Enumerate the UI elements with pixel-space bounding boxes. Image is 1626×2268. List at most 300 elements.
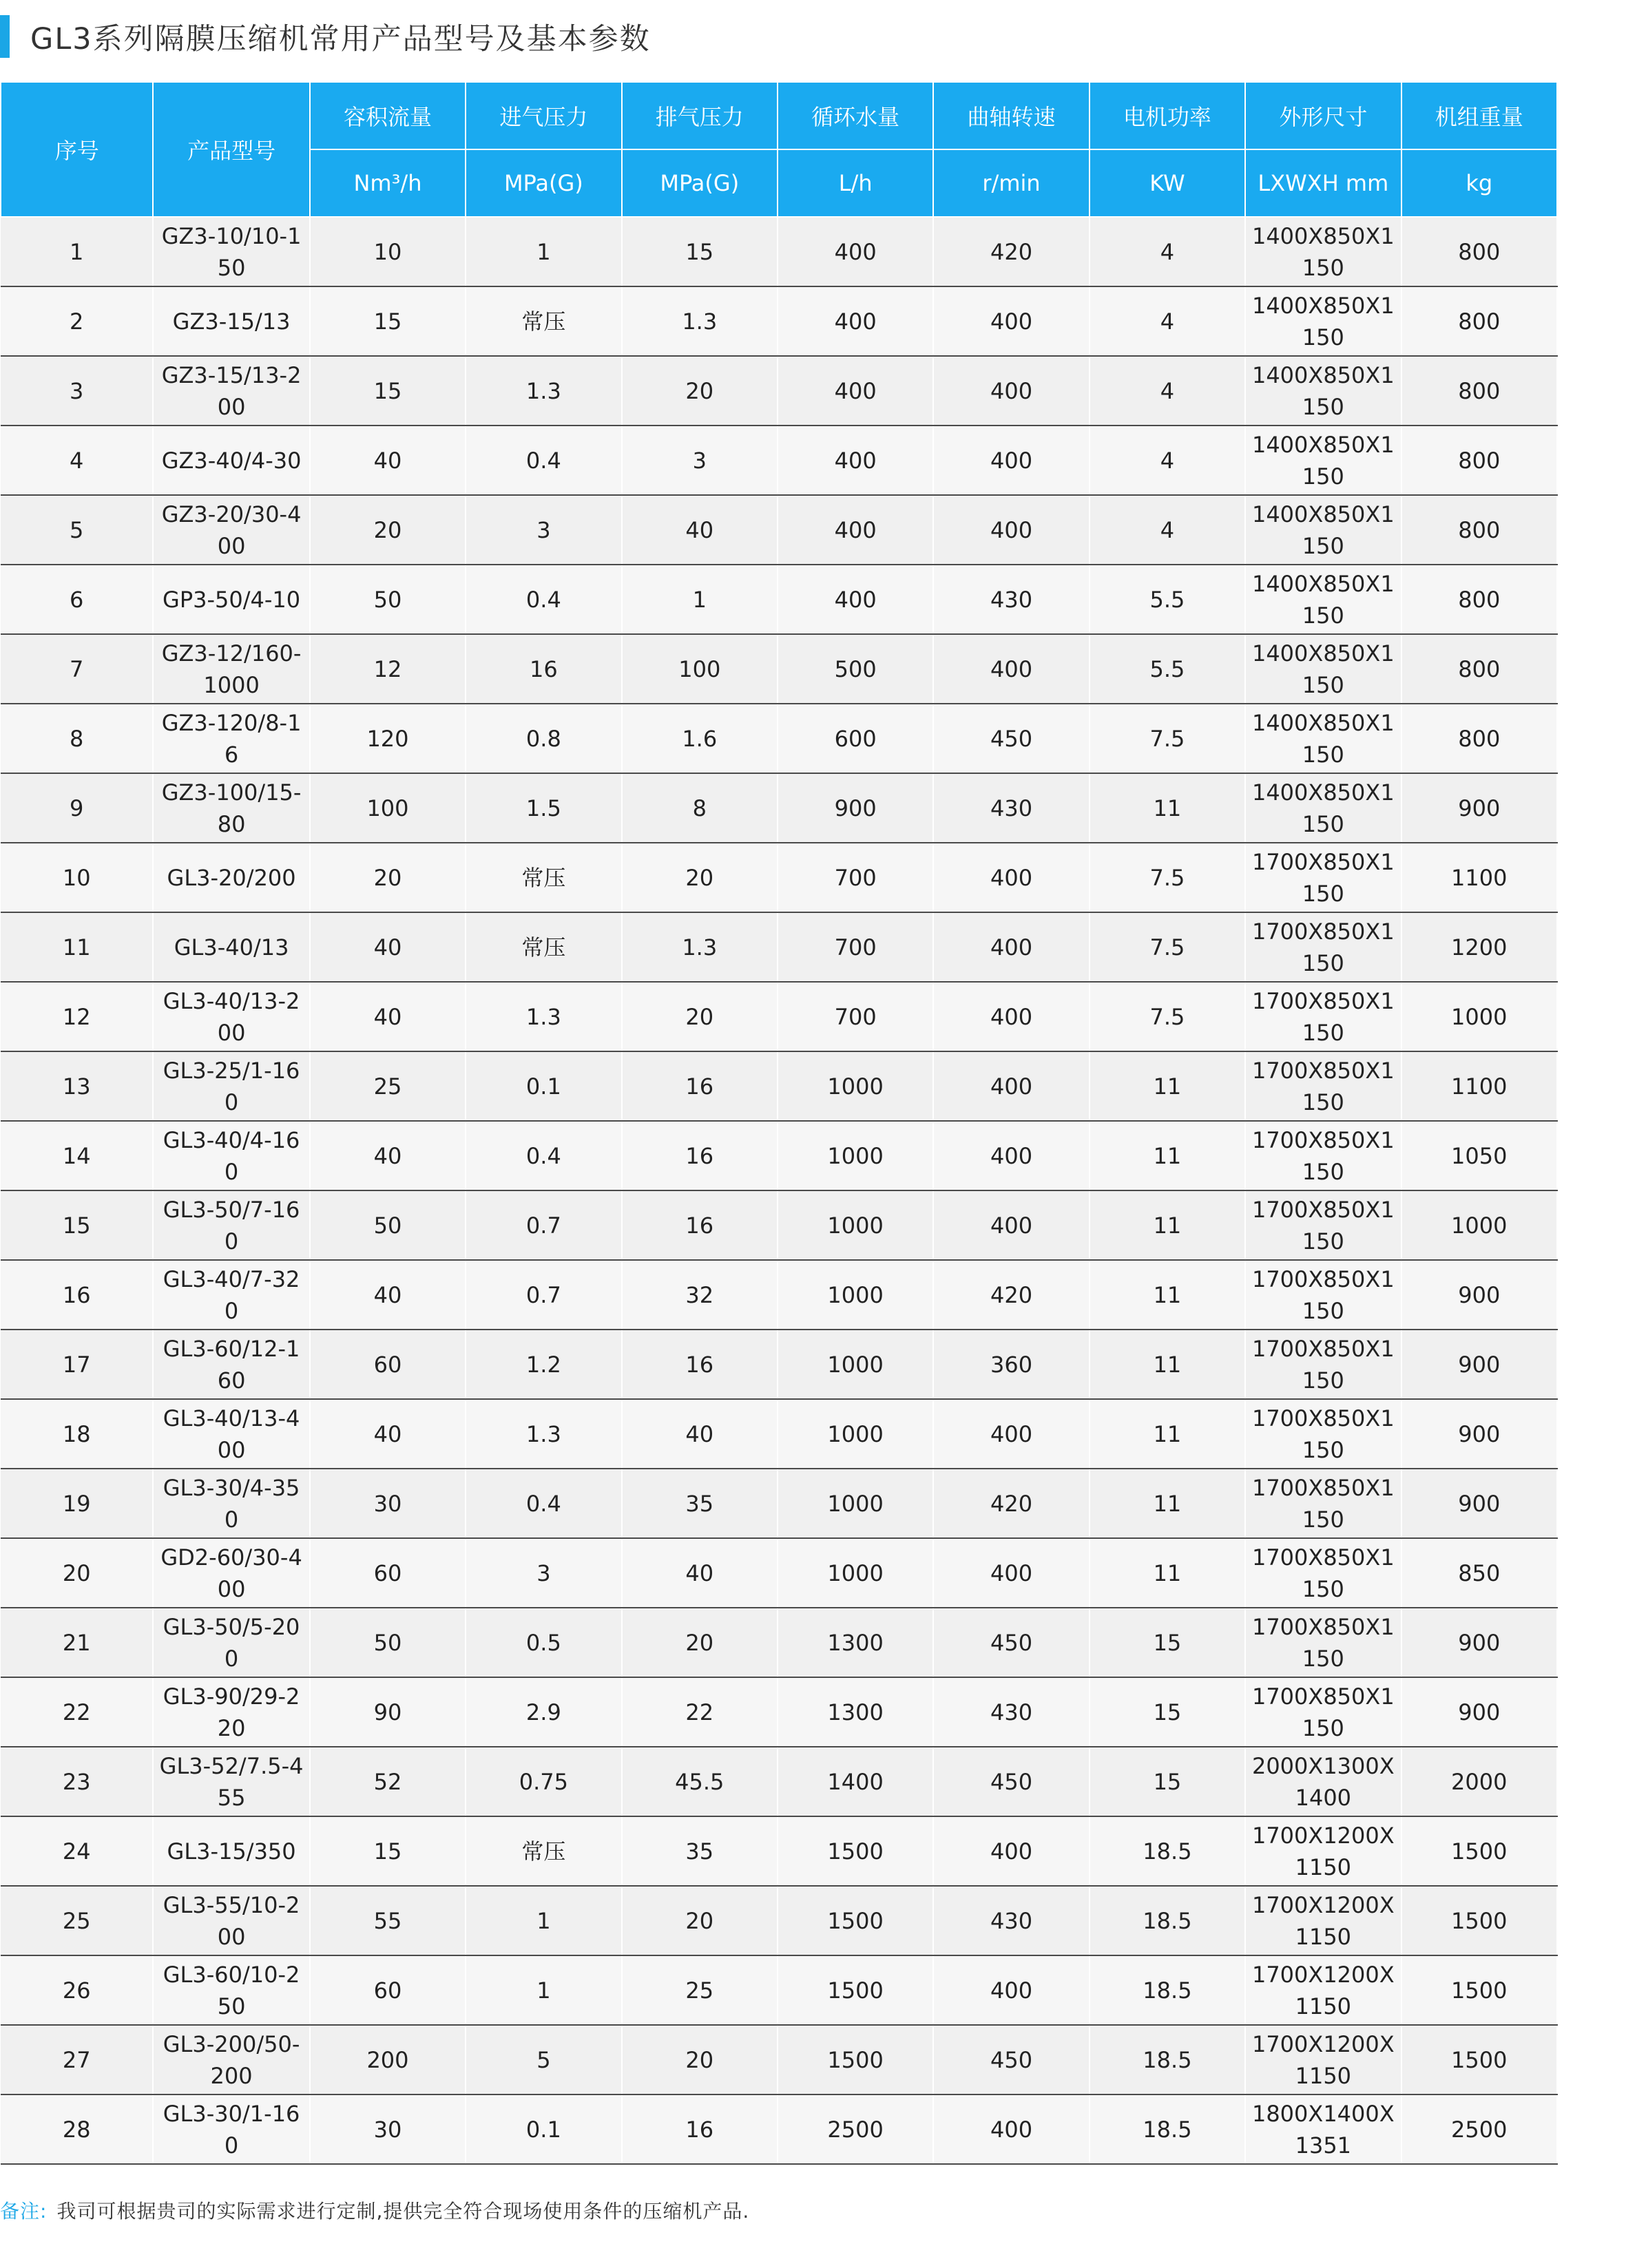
- cell-weight: 2500: [1401, 2094, 1557, 2164]
- cell-crank-speed: 400: [933, 843, 1089, 912]
- cell-flow: 30: [310, 2094, 466, 2164]
- cell-seq: 1: [1, 217, 153, 286]
- table-row: [1, 565, 1557, 634]
- cell-motor-power: 11: [1090, 1330, 1245, 1399]
- cell-water-flow: 1000: [778, 1190, 933, 1260]
- cell-model: GL3-30/4-350: [153, 1469, 309, 1538]
- cell-flow: 40: [310, 426, 466, 495]
- table-row: [1, 2094, 1557, 2164]
- cell-model: GL3-40/13: [153, 912, 309, 982]
- cell-weight: 800: [1401, 356, 1557, 426]
- cell-flow: 200: [310, 2025, 466, 2094]
- cell-flow: 52: [310, 1747, 466, 1816]
- cell-flow: 120: [310, 704, 466, 773]
- cell-outlet-pressure: 40: [622, 495, 778, 565]
- header-col-name: 循环水量: [778, 82, 933, 149]
- footnote-text: 我司可根据贵司的实际需求进行定制,提供完全符合现场使用条件的压缩机产品.: [56, 2200, 750, 2223]
- cell-model: GL3-25/1-160: [153, 1051, 309, 1121]
- cell-crank-speed: 430: [933, 565, 1089, 634]
- cell-inlet-pressure: 1.3: [466, 1399, 621, 1469]
- cell-motor-power: 4: [1090, 495, 1245, 565]
- header-col-unit: L/h: [778, 149, 933, 217]
- cell-seq: 28: [1, 2094, 153, 2164]
- cell-motor-power: 7.5: [1090, 912, 1245, 982]
- cell-inlet-pressure: 3: [466, 1538, 621, 1608]
- cell-flow: 15: [310, 1816, 466, 1886]
- cell-dimensions: 2000X1300X1400: [1245, 1747, 1401, 1816]
- cell-inlet-pressure: 0.4: [466, 565, 621, 634]
- cell-model: GZ3-20/30-400: [153, 495, 309, 565]
- cell-seq: 24: [1, 1816, 153, 1886]
- cell-crank-speed: 430: [933, 773, 1089, 843]
- cell-outlet-pressure: 3: [622, 426, 778, 495]
- table-row: [1, 1538, 1557, 1608]
- cell-water-flow: 900: [778, 773, 933, 843]
- cell-seq: 7: [1, 634, 153, 704]
- cell-model: GZ3-10/10-150: [153, 217, 309, 286]
- table-row: [1, 1747, 1557, 1816]
- cell-motor-power: 4: [1090, 426, 1245, 495]
- cell-seq: 18: [1, 1399, 153, 1469]
- cell-crank-speed: 450: [933, 1608, 1089, 1677]
- cell-flow: 40: [310, 1399, 466, 1469]
- footnote: [0, 2196, 749, 2224]
- cell-motor-power: 18.5: [1090, 1955, 1245, 2025]
- cell-outlet-pressure: 35: [622, 1469, 778, 1538]
- cell-water-flow: 1500: [778, 1816, 933, 1886]
- cell-flow: 40: [310, 982, 466, 1051]
- cell-dimensions: 1700X1200X1150: [1245, 1886, 1401, 1955]
- cell-dimensions: 1700X850X1150: [1245, 1399, 1401, 1469]
- header-col-unit: LXWXH mm: [1245, 149, 1401, 217]
- table-row: [1, 1469, 1557, 1538]
- cell-flow: 90: [310, 1677, 466, 1747]
- cell-seq: 6: [1, 565, 153, 634]
- cell-seq: 10: [1, 843, 153, 912]
- table-row: [1, 356, 1557, 426]
- table-row: [1, 773, 1557, 843]
- cell-crank-speed: 420: [933, 1469, 1089, 1538]
- cell-flow: 60: [310, 1330, 466, 1399]
- cell-flow: 15: [310, 356, 466, 426]
- header-col-name: 外形尺寸: [1245, 82, 1401, 149]
- cell-water-flow: 400: [778, 565, 933, 634]
- cell-water-flow: 600: [778, 704, 933, 773]
- cell-weight: 1100: [1401, 843, 1557, 912]
- cell-motor-power: 18.5: [1090, 1816, 1245, 1886]
- cell-outlet-pressure: 1.6: [622, 704, 778, 773]
- cell-water-flow: 1000: [778, 1399, 933, 1469]
- cell-model: GZ3-15/13-200: [153, 356, 309, 426]
- header-col-name: 曲轴转速: [933, 82, 1089, 149]
- cell-model: GZ3-120/8-16: [153, 704, 309, 773]
- cell-model: GL3-40/4-160: [153, 1121, 309, 1190]
- header-col-unit: MPa(G): [466, 149, 621, 217]
- cell-outlet-pressure: 16: [622, 1330, 778, 1399]
- cell-dimensions: 1700X1200X1150: [1245, 2025, 1401, 2094]
- cell-inlet-pressure: 常压: [466, 286, 621, 356]
- cell-crank-speed: 400: [933, 634, 1089, 704]
- cell-flow: 12: [310, 634, 466, 704]
- cell-dimensions: 1400X850X1150: [1245, 565, 1401, 634]
- table-row: [1, 1955, 1557, 2025]
- table-row: [1, 1886, 1557, 1955]
- cell-dimensions: 1700X1200X1150: [1245, 1955, 1401, 2025]
- cell-motor-power: 15: [1090, 1608, 1245, 1677]
- cell-motor-power: 18.5: [1090, 2025, 1245, 2094]
- table-row: [1, 704, 1557, 773]
- cell-water-flow: 1000: [778, 1469, 933, 1538]
- cell-motor-power: 11: [1090, 1190, 1245, 1260]
- cell-motor-power: 15: [1090, 1747, 1245, 1816]
- cell-outlet-pressure: 40: [622, 1538, 778, 1608]
- table-row: [1, 1608, 1557, 1677]
- cell-seq: 19: [1, 1469, 153, 1538]
- cell-flow: 25: [310, 1051, 466, 1121]
- cell-outlet-pressure: 100: [622, 634, 778, 704]
- cell-weight: 1200: [1401, 912, 1557, 982]
- cell-inlet-pressure: 2.9: [466, 1677, 621, 1747]
- cell-crank-speed: 400: [933, 1816, 1089, 1886]
- cell-dimensions: 1700X850X1150: [1245, 1330, 1401, 1399]
- cell-inlet-pressure: 0.8: [466, 704, 621, 773]
- cell-dimensions: 1400X850X1150: [1245, 495, 1401, 565]
- cell-dimensions: 1700X850X1150: [1245, 1121, 1401, 1190]
- cell-seq: 4: [1, 426, 153, 495]
- cell-weight: 800: [1401, 634, 1557, 704]
- cell-outlet-pressure: 16: [622, 2094, 778, 2164]
- cell-dimensions: 1800X1400X1351: [1245, 2094, 1401, 2164]
- cell-inlet-pressure: 0.4: [466, 1121, 621, 1190]
- cell-model: GL3-40/13-400: [153, 1399, 309, 1469]
- cell-outlet-pressure: 1: [622, 565, 778, 634]
- cell-model: GL3-40/7-320: [153, 1260, 309, 1330]
- cell-dimensions: 1400X850X1150: [1245, 773, 1401, 843]
- cell-seq: 23: [1, 1747, 153, 1816]
- cell-outlet-pressure: 32: [622, 1260, 778, 1330]
- cell-water-flow: 1000: [778, 1330, 933, 1399]
- cell-weight: 1100: [1401, 1051, 1557, 1121]
- cell-flow: 50: [310, 1190, 466, 1260]
- table-row: [1, 1816, 1557, 1886]
- cell-crank-speed: 450: [933, 2025, 1089, 2094]
- cell-motor-power: 5.5: [1090, 565, 1245, 634]
- cell-motor-power: 7.5: [1090, 704, 1245, 773]
- cell-seq: 9: [1, 773, 153, 843]
- cell-inlet-pressure: 1.3: [466, 356, 621, 426]
- cell-water-flow: 1400: [778, 1747, 933, 1816]
- cell-seq: 16: [1, 1260, 153, 1330]
- cell-flow: 40: [310, 1121, 466, 1190]
- cell-crank-speed: 450: [933, 704, 1089, 773]
- cell-seq: 8: [1, 704, 153, 773]
- cell-inlet-pressure: 1: [466, 217, 621, 286]
- cell-seq: 15: [1, 1190, 153, 1260]
- header-col-name: 电机功率: [1090, 82, 1245, 149]
- header-col-unit: Nm³/h: [310, 149, 466, 217]
- cell-water-flow: 1300: [778, 1677, 933, 1747]
- cell-water-flow: 2500: [778, 2094, 933, 2164]
- cell-motor-power: 4: [1090, 286, 1245, 356]
- cell-inlet-pressure: 0.7: [466, 1190, 621, 1260]
- cell-inlet-pressure: 0.4: [466, 1469, 621, 1538]
- cell-outlet-pressure: 20: [622, 356, 778, 426]
- cell-water-flow: 1000: [778, 1051, 933, 1121]
- footnote-label: 备注:: [0, 2200, 48, 2223]
- cell-model: GL3-55/10-200: [153, 1886, 309, 1955]
- cell-inlet-pressure: 3: [466, 495, 621, 565]
- cell-seq: 20: [1, 1538, 153, 1608]
- cell-weight: 900: [1401, 1469, 1557, 1538]
- cell-model: GL3-50/7-160: [153, 1190, 309, 1260]
- cell-flow: 55: [310, 1886, 466, 1955]
- cell-outlet-pressure: 8: [622, 773, 778, 843]
- cell-water-flow: 700: [778, 982, 933, 1051]
- cell-crank-speed: 400: [933, 1121, 1089, 1190]
- header-model: 产品型号: [153, 82, 309, 217]
- cell-seq: 13: [1, 1051, 153, 1121]
- table-row: [1, 2025, 1557, 2094]
- table-row: [1, 426, 1557, 495]
- cell-motor-power: 11: [1090, 773, 1245, 843]
- cell-outlet-pressure: 20: [622, 1608, 778, 1677]
- cell-seq: 25: [1, 1886, 153, 1955]
- cell-outlet-pressure: 16: [622, 1190, 778, 1260]
- cell-dimensions: 1700X850X1150: [1245, 982, 1401, 1051]
- cell-model: GZ3-40/4-30: [153, 426, 309, 495]
- title-bar: [0, 12, 651, 61]
- cell-crank-speed: 400: [933, 1538, 1089, 1608]
- header-col-name: 容积流量: [310, 82, 466, 149]
- cell-flow: 20: [310, 843, 466, 912]
- cell-water-flow: 1500: [778, 1955, 933, 2025]
- cell-seq: 5: [1, 495, 153, 565]
- header-col-unit: KW: [1090, 149, 1245, 217]
- cell-inlet-pressure: 1: [466, 1886, 621, 1955]
- cell-motor-power: 7.5: [1090, 843, 1245, 912]
- cell-dimensions: 1700X850X1150: [1245, 1051, 1401, 1121]
- cell-weight: 900: [1401, 1330, 1557, 1399]
- cell-dimensions: 1700X850X1150: [1245, 1608, 1401, 1677]
- header-col-name: 排气压力: [622, 82, 778, 149]
- cell-water-flow: 1000: [778, 1260, 933, 1330]
- cell-motor-power: 18.5: [1090, 2094, 1245, 2164]
- cell-weight: 900: [1401, 773, 1557, 843]
- cell-water-flow: 400: [778, 495, 933, 565]
- cell-inlet-pressure: 5: [466, 2025, 621, 2094]
- cell-dimensions: 1700X850X1150: [1245, 1538, 1401, 1608]
- cell-inlet-pressure: 0.5: [466, 1608, 621, 1677]
- cell-dimensions: 1700X850X1150: [1245, 1469, 1401, 1538]
- title-accent-bar: [0, 15, 10, 58]
- cell-motor-power: 11: [1090, 1469, 1245, 1538]
- cell-inlet-pressure: 0.75: [466, 1747, 621, 1816]
- table-row: [1, 495, 1557, 565]
- cell-motor-power: 11: [1090, 1399, 1245, 1469]
- cell-flow: 50: [310, 565, 466, 634]
- cell-inlet-pressure: 0.7: [466, 1260, 621, 1330]
- cell-motor-power: 4: [1090, 217, 1245, 286]
- table-row: [1, 286, 1557, 356]
- cell-outlet-pressure: 15: [622, 217, 778, 286]
- header-col-unit: r/min: [933, 149, 1089, 217]
- cell-inlet-pressure: 16: [466, 634, 621, 704]
- cell-dimensions: 1700X1200X1150: [1245, 1816, 1401, 1886]
- cell-water-flow: 1000: [778, 1121, 933, 1190]
- cell-water-flow: 400: [778, 286, 933, 356]
- cell-model: GL3-20/200: [153, 843, 309, 912]
- table-row: [1, 912, 1557, 982]
- table-row: [1, 982, 1557, 1051]
- cell-seq: 26: [1, 1955, 153, 2025]
- cell-crank-speed: 400: [933, 982, 1089, 1051]
- cell-inlet-pressure: 常压: [466, 1816, 621, 1886]
- cell-crank-speed: 360: [933, 1330, 1089, 1399]
- cell-model: GL3-40/13-200: [153, 982, 309, 1051]
- header-col-name: 机组重量: [1401, 82, 1557, 149]
- cell-crank-speed: 400: [933, 2094, 1089, 2164]
- cell-outlet-pressure: 20: [622, 1886, 778, 1955]
- table-row: [1, 1677, 1557, 1747]
- cell-crank-speed: 400: [933, 356, 1089, 426]
- table-body: [1, 217, 1557, 2164]
- cell-flow: 50: [310, 1608, 466, 1677]
- cell-flow: 10: [310, 217, 466, 286]
- header-seq: 序号: [1, 82, 153, 217]
- cell-motor-power: 4: [1090, 356, 1245, 426]
- cell-model: GD2-60/30-400: [153, 1538, 309, 1608]
- cell-water-flow: 700: [778, 843, 933, 912]
- cell-weight: 850: [1401, 1538, 1557, 1608]
- cell-flow: 100: [310, 773, 466, 843]
- cell-weight: 1500: [1401, 2025, 1557, 2094]
- table-row: [1, 217, 1557, 286]
- cell-inlet-pressure: 常压: [466, 912, 621, 982]
- cell-dimensions: 1400X850X1150: [1245, 217, 1401, 286]
- cell-flow: 60: [310, 1538, 466, 1608]
- cell-weight: 900: [1401, 1677, 1557, 1747]
- cell-crank-speed: 400: [933, 1955, 1089, 2025]
- cell-crank-speed: 400: [933, 426, 1089, 495]
- cell-outlet-pressure: 20: [622, 2025, 778, 2094]
- cell-weight: 900: [1401, 1399, 1557, 1469]
- cell-model: GL3-90/29-220: [153, 1677, 309, 1747]
- cell-seq: 17: [1, 1330, 153, 1399]
- cell-weight: 800: [1401, 495, 1557, 565]
- cell-model: GL3-30/1-160: [153, 2094, 309, 2164]
- cell-outlet-pressure: 16: [622, 1121, 778, 1190]
- cell-inlet-pressure: 1.3: [466, 982, 621, 1051]
- cell-seq: 12: [1, 982, 153, 1051]
- cell-water-flow: 400: [778, 356, 933, 426]
- cell-weight: 1500: [1401, 1816, 1557, 1886]
- table-row: [1, 1190, 1557, 1260]
- header-col-name: 进气压力: [466, 82, 621, 149]
- cell-model: GL3-50/5-200: [153, 1608, 309, 1677]
- header-row-names: [1, 82, 1557, 149]
- cell-outlet-pressure: 20: [622, 843, 778, 912]
- cell-inlet-pressure: 0.1: [466, 1051, 621, 1121]
- cell-flow: 40: [310, 912, 466, 982]
- cell-crank-speed: 400: [933, 912, 1089, 982]
- table-row: [1, 634, 1557, 704]
- table-row: [1, 1121, 1557, 1190]
- cell-inlet-pressure: 1.5: [466, 773, 621, 843]
- cell-weight: 800: [1401, 426, 1557, 495]
- cell-motor-power: 11: [1090, 1260, 1245, 1330]
- cell-weight: 800: [1401, 704, 1557, 773]
- cell-dimensions: 1700X850X1150: [1245, 1260, 1401, 1330]
- table-row: [1, 1051, 1557, 1121]
- cell-seq: 22: [1, 1677, 153, 1747]
- cell-seq: 27: [1, 2025, 153, 2094]
- cell-model: GZ3-15/13: [153, 286, 309, 356]
- cell-weight: 1050: [1401, 1121, 1557, 1190]
- table-row: [1, 1260, 1557, 1330]
- cell-outlet-pressure: 16: [622, 1051, 778, 1121]
- cell-weight: 2000: [1401, 1747, 1557, 1816]
- cell-flow: 15: [310, 286, 466, 356]
- table-row: [1, 843, 1557, 912]
- parameters-table: [0, 81, 1558, 2165]
- cell-outlet-pressure: 35: [622, 1816, 778, 1886]
- cell-weight: 800: [1401, 217, 1557, 286]
- table-row: [1, 1330, 1557, 1399]
- cell-model: GL3-15/350: [153, 1816, 309, 1886]
- cell-dimensions: 1700X850X1150: [1245, 843, 1401, 912]
- cell-model: GL3-52/7.5-455: [153, 1747, 309, 1816]
- cell-weight: 1000: [1401, 1190, 1557, 1260]
- cell-weight: 1000: [1401, 982, 1557, 1051]
- cell-weight: 800: [1401, 286, 1557, 356]
- cell-outlet-pressure: 40: [622, 1399, 778, 1469]
- cell-outlet-pressure: 1.3: [622, 286, 778, 356]
- cell-model: GL3-200/50-200: [153, 2025, 309, 2094]
- cell-seq: 11: [1, 912, 153, 982]
- cell-weight: 1500: [1401, 1955, 1557, 2025]
- cell-water-flow: 1000: [778, 1538, 933, 1608]
- cell-flow: 40: [310, 1260, 466, 1330]
- cell-seq: 3: [1, 356, 153, 426]
- cell-dimensions: 1400X850X1150: [1245, 634, 1401, 704]
- cell-weight: 800: [1401, 565, 1557, 634]
- header-col-unit: kg: [1401, 149, 1557, 217]
- cell-outlet-pressure: 45.5: [622, 1747, 778, 1816]
- cell-motor-power: 11: [1090, 1121, 1245, 1190]
- cell-dimensions: 1700X850X1150: [1245, 912, 1401, 982]
- cell-crank-speed: 400: [933, 1190, 1089, 1260]
- cell-weight: 1500: [1401, 1886, 1557, 1955]
- cell-crank-speed: 420: [933, 1260, 1089, 1330]
- cell-water-flow: 1500: [778, 1886, 933, 1955]
- table-header: [1, 82, 1557, 217]
- cell-motor-power: 18.5: [1090, 1886, 1245, 1955]
- cell-water-flow: 400: [778, 217, 933, 286]
- cell-water-flow: 700: [778, 912, 933, 982]
- cell-outlet-pressure: 1.3: [622, 912, 778, 982]
- cell-inlet-pressure: 1: [466, 1955, 621, 2025]
- cell-dimensions: 1400X850X1150: [1245, 704, 1401, 773]
- cell-dimensions: 1400X850X1150: [1245, 426, 1401, 495]
- cell-flow: 60: [310, 1955, 466, 2025]
- cell-outlet-pressure: 20: [622, 982, 778, 1051]
- cell-flow: 30: [310, 1469, 466, 1538]
- cell-seq: 2: [1, 286, 153, 356]
- cell-crank-speed: 450: [933, 1747, 1089, 1816]
- cell-dimensions: 1400X850X1150: [1245, 356, 1401, 426]
- cell-water-flow: 400: [778, 426, 933, 495]
- cell-model: GP3-50/4-10: [153, 565, 309, 634]
